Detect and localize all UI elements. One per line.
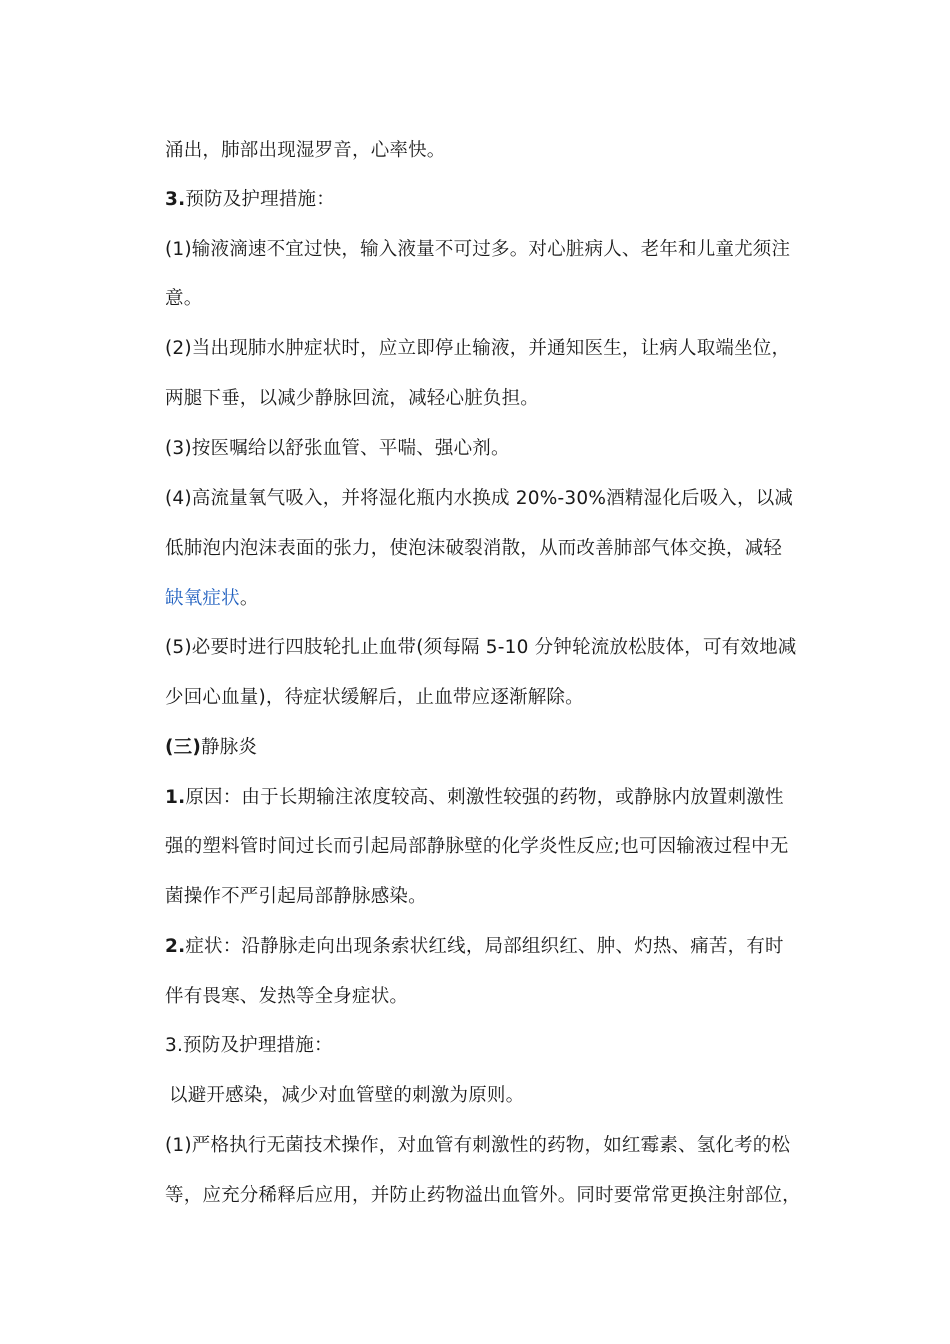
text-line: 等，应充分稀释后应用，并防止药物溢出血管外。同时要常常更换注射部位， xyxy=(165,1185,801,1206)
text-line: (2)当出现肺水肿症状时，应立即停止输液，并通知医生，让病人取端坐位， xyxy=(165,338,791,359)
section-heading: 3.预防及护理措施： xyxy=(165,189,335,210)
text-line: 低肺泡内泡沫表面的张力，使泡沫破裂消散，从而改善肺部气体交换，减轻 xyxy=(165,538,783,559)
text-line: (4)高流量氧气吸入，并将湿化瓶内水换成 20%-30%酒精湿化后吸入，以减 xyxy=(165,488,794,509)
text-line: (1)严格执行无菌技术操作，对血管有刺激性的药物，如红霉素、氢化考的松 xyxy=(165,1135,791,1156)
hypoxia-symptoms-link[interactable]: 缺氧症状 xyxy=(165,588,240,609)
text-line: 缺氧症状。 xyxy=(165,588,259,609)
text-line: 2.症状：沿静脉走向出现条索状红线，局部组织红、肿、灼热、痛苦，有时 xyxy=(165,936,784,957)
text-line: 伴有畏寒、发热等全身症状。 xyxy=(165,986,409,1007)
text-line: (3)按医嘱给以舒张血管、平喘、强心剂。 xyxy=(165,438,510,459)
text-line: 以避开感染，减少对血管壁的刺激为原则。 xyxy=(169,1085,525,1106)
text-line: 菌操作不严引起局部静脉感染。 xyxy=(165,886,427,907)
text-line: (5)必要时进行四肢轮扎止血带(须每隔 5-10 分钟轮流放松肢体，可有效地减 xyxy=(165,637,797,658)
text-line: (1)输液滴速不宜过快，输入液量不可过多。对心脏病人、老年和儿童尤须注 xyxy=(165,239,791,260)
text-line: 涌出，肺部出现湿罗音，心率快。 xyxy=(165,140,446,161)
text-line: 强的塑料管时间过长而引起局部静脉壁的化学炎性反应;也可因输液过程中无 xyxy=(165,836,789,857)
section-heading: 3.预防及护理措施： xyxy=(165,1035,333,1056)
text-line: 少回心血量)，待症状缓解后，止血带应逐渐解除。 xyxy=(165,687,584,708)
section-heading: (三)静脉炎 xyxy=(165,737,258,758)
text-line: 两腿下垂，以减少静脉回流，减轻心脏负担。 xyxy=(165,388,540,409)
text-line: 1.原因：由于长期输注浓度较高、刺激性较强的药物，或静脉内放置刺激性 xyxy=(165,787,784,808)
text-line: 意。 xyxy=(165,288,203,309)
